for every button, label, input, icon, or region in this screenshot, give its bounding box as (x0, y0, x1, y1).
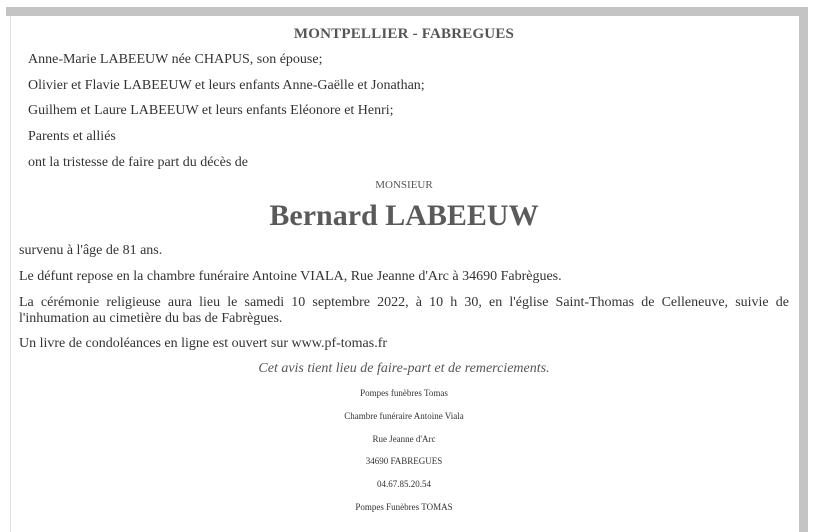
age-line: survenu à l'âge de 81 ans. (19, 243, 163, 258)
family-line: ont la tristesse de faire part du décès de (28, 155, 249, 170)
rest-line: Le défunt repose en la chambre funéraire Antoine VIALA, Rue Jeanne d'Arc à 34690 Fabrègues. (19, 269, 562, 284)
ceremony-line: La cérémonie religieuse aura lieu le samedi 10 septembre 2022, à 10 h 30, en l'église Saint-Thomas de Celleneuve, suivie de l'inhumation au cimetière du bas de Fabrègues. (19, 295, 789, 326)
condolences-line: Un livre de condoléances en ligne est ouvert sur www.pf-tomas.fr (19, 336, 388, 351)
italic-note: Cet avis tient lieu de faire-part et de remerciements. (258, 361, 550, 376)
family-line: Anne-Marie LABEEUW née CHAPUS, son épouse; (28, 52, 323, 67)
family-line: Olivier et Flavie LABEEUW et leurs enfants Anne-Gaëlle et Jonathan; (28, 78, 425, 93)
footer-line: 04.67.85.20.54 (377, 479, 431, 489)
footer-line: Rue Jeanne d'Arc (372, 434, 436, 444)
footer-line: Chambre funéraire Antoine Viala (344, 411, 464, 421)
footer-line: 34690 FABREGUES (365, 456, 443, 466)
deceased-name: Bernard LABEEUW (269, 199, 539, 232)
notice-heading: MONTPELLIER - FABREGUES (293, 26, 515, 42)
top-border (6, 7, 808, 16)
honorific: MONSIEUR (375, 179, 433, 191)
right-scrollbar[interactable] (799, 7, 808, 532)
footer-line: Pompes funèbres Tomas (360, 388, 448, 398)
family-line: Guilhem et Laure LABEEUW et leurs enfants Eléonore et Henri; (28, 103, 394, 118)
footer-line: Pompes Funèbres TOMAS (355, 502, 453, 512)
left-border (10, 16, 11, 532)
family-line: Parents et alliés (28, 129, 116, 144)
